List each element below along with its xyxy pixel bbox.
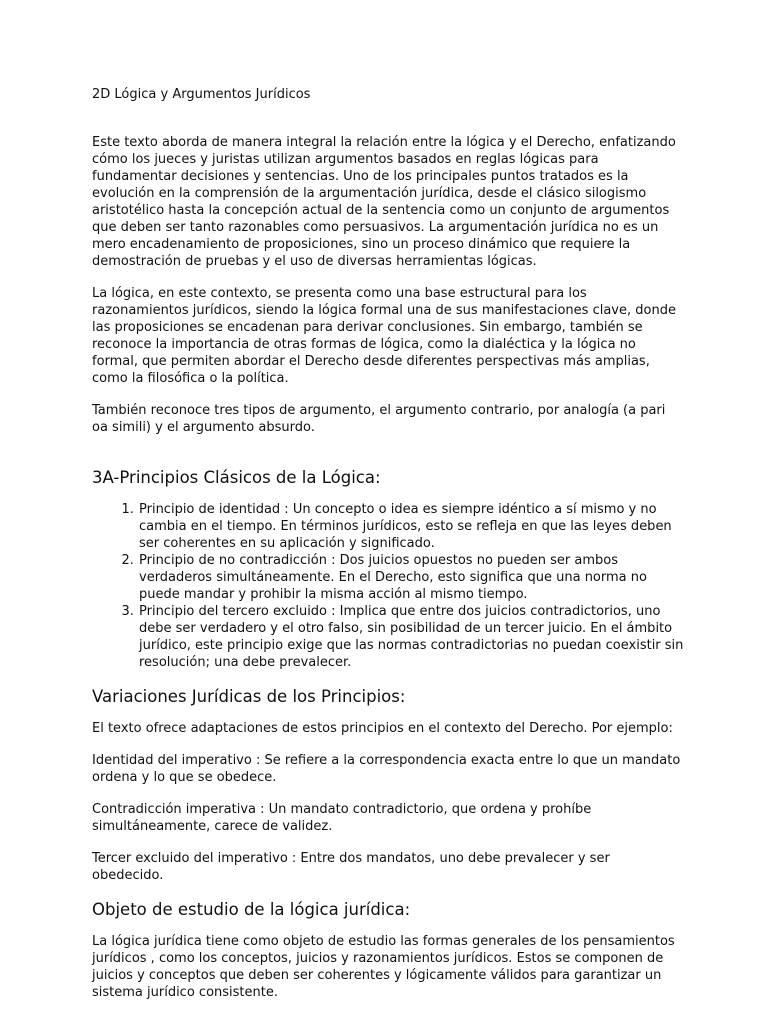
list-item: 2. Principio de no contradicción : Dos juicios opuestos no pueden ser ambos verdaderos simultáneamente. En el Derecho, esto significa que una norma no puede mandar y prohibir la misma acción al mismo tiempo.: [138, 552, 684, 603]
intro-section: [92, 134, 684, 436]
section-heading-principles: 3A-Principios Clásicos de la Lógica:: [92, 468, 381, 487]
intro-paragraph: También reconoce tres tipos de argumento, el argumento contrario, por analogía (a pari oa simili) y el argumento absurdo.: [92, 403, 666, 435]
variations-paragraph: Identidad del imperativo : Se refiere a la correspondencia exacta entre lo que un mandato ordena y lo que se obedece.: [92, 753, 681, 785]
object-paragraph: La lógica jurídica tiene como objeto de estudio las formas generales de los pensamientos jurídicos , como los conceptos, juicios y razonamientos jurídicos. Estos se componen de juicios y conceptos que deben ser coherentes y lógicamente válidos para garantizar un sistema jurídico consistente.: [92, 934, 675, 1000]
variations-paragraph: El texto ofrece adaptaciones de estos principios en el contexto del Derecho. Por ejemplo:: [92, 721, 673, 736]
variations-paragraph: Contradicción imperativa : Un mandato contradictorio, que ordena y prohíbe simultáneamente, carece de validez.: [92, 802, 592, 834]
variations-paragraph: Tercer excluido del imperativo : Entre dos mandatos, uno debe prevalecer y ser obedecido.: [92, 851, 610, 883]
intro-paragraph: Este texto aborda de manera integral la relación entre la lógica y el Derecho, enfatizando cómo los jueces y juristas utilizan argumentos basados en reglas lógicas para fundamentar decisiones y sentencias. Uno de los principales puntos tratados es la evolución en la comprensión de la argumentación jurídica, desde el clásico silogismo aristotélico hasta la concepción actual de la sentencia como un conjunto de argumentos que deben ser tanto razonables como persuasivos. La argumentación jurídica no es un mero encadenamiento de proposiciones, sino un proceso dinámico que requiere la demostración de pruebas y el uso de diversas herramientas lógicas.: [92, 135, 676, 269]
list-item: 3. Principio del tercero excluido : Implica que entre dos juicios contradictorios, uno debe ser verdadero y el otro falso, sin posibilidad de un tercer juicio. En el ámbito jurídico, este principio exige que las normas contradictorias no puedan coexistir sin resolución; una debe prevalecer.: [138, 603, 684, 671]
document-page: [92, 86, 684, 1016]
intro-paragraph: La lógica, en este contexto, se presenta como una base estructural para los razonamientos jurídicos, siendo la lógica formal una de sus manifestaciones clave, donde las proposiciones se encadenan para derivar conclusiones. Sin embargo, también se reconoce la importancia de otras formas de lógica, como la dialéctica y la lógica no formal, que permiten abordar el Derecho desde diferentes perspectivas más amplias, como la filosófica o la política.: [92, 286, 676, 386]
list-item: 1. Principio de identidad : Un concepto o idea es siempre idéntico a sí mismo y no cambia en el tiempo. En términos jurídicos, esto se refleja en que las leyes deben ser coherentes en su aplicación y significado.: [138, 501, 684, 552]
section-heading-object: Objeto de estudio de la lógica jurídica:: [92, 900, 411, 919]
principles-list: [92, 501, 684, 671]
section-heading-variations: Variaciones Jurídicas de los Principios:: [92, 687, 406, 706]
document-title: 2D Lógica y Argumentos Jurídicos: [92, 87, 311, 102]
